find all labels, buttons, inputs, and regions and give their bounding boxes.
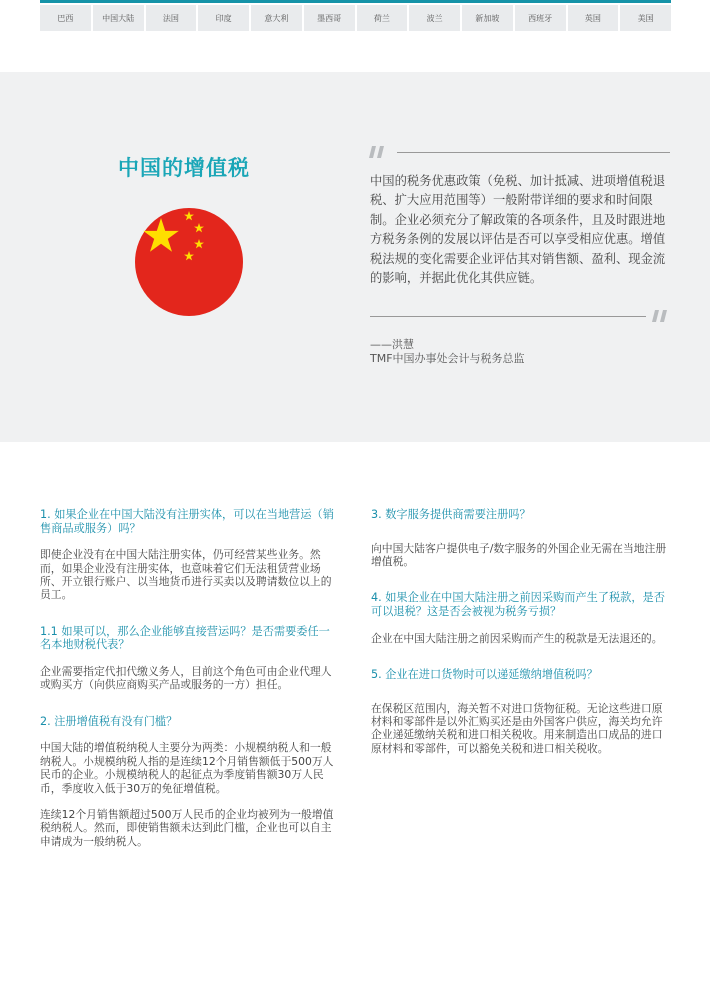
faq-question: 1. 如果企业在中国大陆没有注册实体，可以在当地营运（销售商品或服务）吗？	[40, 508, 334, 535]
top-accent-bar	[40, 0, 671, 3]
quote-open-icon	[369, 146, 385, 158]
tab-netherlands[interactable]: 荷兰	[357, 5, 408, 31]
faq-answer: 向中国大陆客户提供电子/数字服务的外国企业无需在当地注册增值税。	[371, 541, 667, 568]
faq-answer: 企业在中国大陆注册之前因采购而产生的税款是无法退还的。	[371, 631, 663, 645]
tab-usa[interactable]: 美国	[620, 5, 671, 31]
faq-answer: 中国大陆的增值税纳税人主要分为两类：小规模纳税人和一般纳税人。小规模纳税人指的是连续12个月销售额低于500万人民币的企业。小规模纳税人的起征点为季度销售额30万人民币，季度收入低于30万的免征增值税。	[40, 741, 334, 795]
faq-question: 2. 注册增值税有没有门槛？	[40, 714, 178, 728]
tab-india[interactable]: 印度	[198, 5, 249, 31]
faq-question: 1.1 如果可以，那么企业能够直接营运吗？是否需要委任一名本地财税代表？	[40, 624, 330, 652]
tab-poland[interactable]: 波兰	[409, 5, 460, 31]
tab-china[interactable]: 中国大陆	[93, 5, 144, 31]
author-title: TMF中国办事处会计与税务总监	[370, 352, 525, 365]
tab-spain[interactable]: 西班牙	[515, 5, 566, 31]
tab-mexico[interactable]: 墨西哥	[304, 5, 355, 31]
tab-uk[interactable]: 英国	[568, 5, 619, 31]
tab-brazil[interactable]: 巴西	[40, 5, 91, 31]
author-name: ——洪慧	[370, 338, 414, 351]
tab-italy[interactable]: 意大利	[251, 5, 302, 31]
faq-question: 3. 数字服务提供商需要注册吗？	[371, 508, 531, 521]
quote-text: 中国的税务优惠政策（免税、加计抵减、进项增值税退税、扩大应用范围等）一般附带详细的要求和时间限制。企业必须充分了解政策的各项条件，且及时跟进地方税务条例的发展以评估是否可以享受相应优惠。增值税法规的变化需要企业评估其对销售额、盈利、现金流的影响，并据此优化其供应链。	[370, 174, 666, 286]
faq-question: 4. 如果企业在中国大陆注册之前因采购而产生了税款，是否可以退税？这是否会被视为税务亏损？	[371, 591, 665, 618]
highlight-panel	[0, 72, 710, 442]
quote-author	[370, 338, 525, 366]
faq-answer: 连续12个月销售额超过500万人民币的企业均被列为一般增值税纳税人。然而，即使销售额未达到此门槛，企业也可以自主申请成为一般纳税人。	[40, 808, 334, 848]
faq-answer: 在保税区范围内，海关暂不对进口货物征税。无论这些进口原材料和零部件是以外汇购买还是由外国客户供应，海关均允许企业递延缴纳关税和进口相关税收。用来制造出口成品的进口原材料和零部件，可以豁免关税和进口相关税收。	[371, 701, 663, 755]
divider-bottom	[370, 316, 646, 317]
faq-question: 5. 企业在进口货物时可以递延缴纳增值税吗？	[371, 668, 598, 681]
divider-top	[397, 152, 670, 153]
faq-right-column	[371, 508, 667, 755]
faq-answer: 企业需要指定代扣代缴义务人，目前这个角色可由企业代理人或购买方（向供应商购买产品或服务的一方）担任。	[40, 665, 332, 692]
panel-title: 中国的增值税	[118, 156, 250, 180]
quote-close-icon	[652, 310, 668, 322]
faq-left-column	[40, 508, 336, 848]
faq-answer: 即使企业没有在中国大陆注册实体，仍可经营某些业务。然而，如果企业没有注册实体，也意味着它们无法租赁营业场所、开立银行账户、以当地货币进行买卖以及聘请数位以上的员工。	[40, 548, 332, 602]
tab-france[interactable]: 法国	[146, 5, 197, 31]
tab-singapore[interactable]: 新加坡	[462, 5, 513, 31]
country-tabs	[40, 5, 671, 31]
china-flag-icon	[135, 208, 243, 316]
